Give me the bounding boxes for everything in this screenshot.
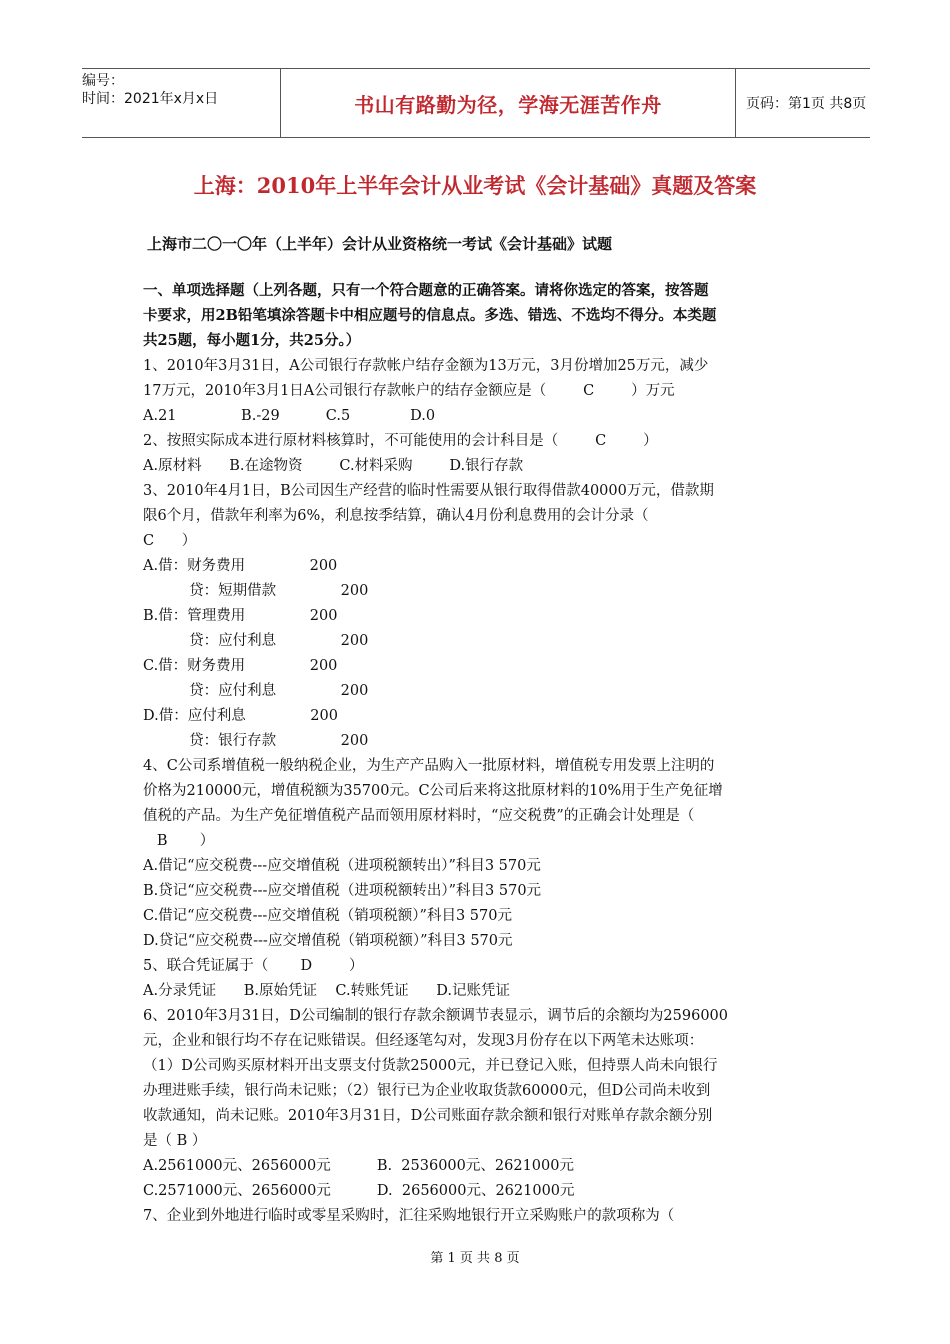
body-text-line: 是（ B ） bbox=[143, 1133, 207, 1149]
body-text-line: A.2561000元、2656000元 B. 2536000元、2621000元 bbox=[143, 1158, 574, 1174]
body-text-line: 贷：银行存款 200 bbox=[143, 733, 369, 749]
body-text-line: 值税的产品。为生产免征增值税产品而领用原材料时，“应交税费”的正确会计处理是（ bbox=[143, 808, 695, 824]
page-header bbox=[82, 68, 870, 138]
body-text-line: 2、按照实际成本进行原材料核算时，不可能使用的会计科目是（ C ） bbox=[143, 433, 658, 449]
section-heading-line: 卡要求，用2B铅笔填涂答题卡中相应题号的信息点。多选、错选、不选均不得分。本类题 bbox=[143, 307, 717, 324]
document-title: 上海：2010年上半年会计从业考试《会计基础》真题及答案 bbox=[193, 173, 757, 198]
body-text-line: C ） bbox=[143, 533, 197, 549]
body-text-line: C.2571000元、2656000元 D. 2656000元、2621000元 bbox=[143, 1183, 575, 1199]
header-page-number: 页码：第1页 共8页 bbox=[746, 96, 867, 112]
body-text-line: 4、C公司系增值税一般纳税企业，为生产产品购入一批原材料，增值税专用发票上注明的 bbox=[143, 758, 715, 774]
body-text-line: 贷：应付利息 200 bbox=[143, 683, 369, 699]
body-text-line: 价格为210000元，增值税额为35700元。C公司后来将这批原材料的10%用于生产免征增 bbox=[143, 783, 723, 799]
body-text-line: A.21 B.-29 C.5 D.0 bbox=[143, 408, 436, 424]
section-heading-line: 共25题，每小题1分，共25分。） bbox=[143, 332, 361, 349]
body-text-line: D.借：应付利息 200 bbox=[143, 708, 338, 724]
body-text-line: 1、2010年3月31日，A公司银行存款帐户结存金额为13万元，3月份增加25万元，减少 bbox=[143, 358, 709, 374]
header-meta bbox=[82, 69, 280, 137]
body-text-line: C.借：财务费用 200 bbox=[143, 658, 338, 674]
body-text-line: A.借记“应交税费---应交增值税（进项税额转出）”科目3 570元 bbox=[143, 858, 541, 874]
body-text-line: D.贷记“应交税费---应交增值税（销项税额）”科目3 570元 bbox=[143, 933, 513, 949]
body-text-line: B ） bbox=[143, 833, 215, 849]
body-text-line: A.原材料 B.在途物资 C.材料采购 D.银行存款 bbox=[143, 458, 524, 474]
body-text-line: A.借：财务费用 200 bbox=[143, 558, 338, 574]
body-text-line: 5、联合凭证属于（ D ） bbox=[143, 958, 364, 974]
exam-subtitle: 上海市二〇一〇年（上半年）会计从业资格统一考试《会计基础》试题 bbox=[147, 235, 613, 253]
body-text-line: 元，企业和银行均不存在记账错误。但经逐笔勾对，发现3月份存在以下两笔未达账项： bbox=[143, 1033, 704, 1049]
body-text-line: 贷：短期借款 200 bbox=[143, 583, 369, 599]
document-number-label: 编号： bbox=[82, 73, 124, 89]
body-text-line: B.借：管理费用 200 bbox=[143, 608, 338, 624]
page-footer: 第 1 页 共 8 页 bbox=[430, 1251, 520, 1266]
header-motto: 书山有路勤为径，学海无涯苦作舟 bbox=[280, 69, 736, 137]
body-text-line: 收款通知，尚未记账。2010年3月31日，D公司账面存款余额和银行对账单存款余额分别 bbox=[143, 1108, 713, 1124]
body-text-line: 贷：应付利息 200 bbox=[143, 633, 369, 649]
body-text-line: 限6个月，借款年利率为6%，利息按季结算，确认4月份利息费用的会计分录（ bbox=[143, 508, 649, 524]
body-text-line: B.贷记“应交税费---应交增值税（进项税额转出）”科目3 570元 bbox=[143, 883, 542, 899]
body-text-line: （1）D公司购买原材料开出支票支付货款25000元，并已登记入账，但持票人尚未向银行 bbox=[143, 1058, 718, 1074]
body-text-line: A.分录凭证 B.原始凭证 C.转账凭证 D.记账凭证 bbox=[143, 983, 510, 999]
body-text-line: 办理进账手续，银行尚未记账；（2）银行已为企业收取货款60000元，但D公司尚未收到 bbox=[143, 1083, 711, 1099]
body-text-line: 7、企业到外地进行临时或零星采购时，汇往采购地银行开立采购账户的款项称为（ bbox=[143, 1208, 675, 1224]
body-text-line: 3、2010年4月1日，B公司因生产经营的临时性需要从银行取得借款40000万元，借款期 bbox=[143, 483, 714, 499]
document-date-label: 时间：2021年x月x日 bbox=[82, 91, 219, 107]
body-text-line: C.借记“应交税费---应交增值税（销项税额）”科目3 570元 bbox=[143, 908, 512, 924]
body-text-line: 17万元，2010年3月1日A公司银行存款帐户的结存金额应是（ C ）万元 bbox=[143, 383, 675, 399]
section-heading-line: 一、单项选择题（上列各题，只有一个符合题意的正确答案。请将你选定的答案，按答题 bbox=[143, 282, 709, 299]
body-text-line: 6、2010年3月31日，D公司编制的银行存款余额调节表显示，调节后的余额均为2596000 bbox=[143, 1008, 729, 1024]
